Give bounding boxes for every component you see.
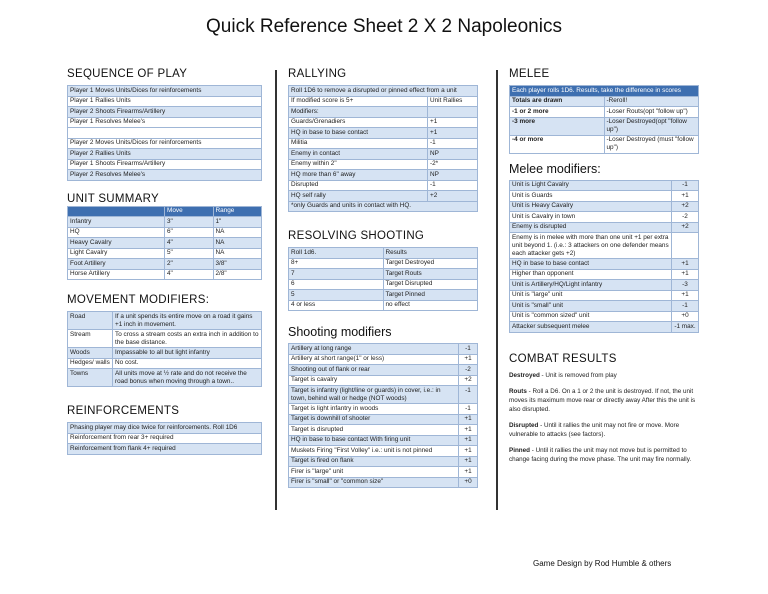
melee-table <box>509 85 699 154</box>
reinforcement-row <box>68 423 262 434</box>
unit-row <box>68 269 262 280</box>
table-cell: -1 max. <box>672 322 699 333</box>
melee-modifier-row <box>510 233 699 259</box>
table-cell: +1 <box>459 456 478 467</box>
table-cell: Modifiers: <box>289 107 428 118</box>
table-cell: +2 <box>428 191 478 202</box>
movement-heading: MOVEMENT MODIFIERS: <box>67 294 210 306</box>
melee-section <box>509 68 699 154</box>
table-cell: Towns <box>68 369 113 387</box>
table-cell: -1 <box>428 180 478 191</box>
table-cell: Target is downhill of shooter <box>289 414 459 425</box>
shooting-heading: Shooting modifiers <box>288 325 392 339</box>
table-cell: -Reroll! <box>604 96 699 107</box>
table-cell: +1 <box>672 290 699 301</box>
combat-result-term: Disrupted <box>509 421 539 429</box>
rallying-row <box>289 117 478 128</box>
column-left <box>67 68 262 469</box>
table-cell: Muskets Firing "First Volley" i.e.: unit is not pinned <box>289 446 459 457</box>
shooting-row <box>289 435 478 446</box>
divider-right <box>496 70 498 510</box>
table-cell: Impassable to all but light infantry <box>113 348 262 359</box>
rallying-modifiers-label <box>289 107 478 118</box>
column-middle <box>288 68 478 502</box>
resolving-row <box>289 258 478 269</box>
melee-modifier-row <box>510 201 699 212</box>
resolving-row <box>289 269 478 280</box>
shooting-row <box>289 354 478 365</box>
table-cell: +2 <box>672 222 699 233</box>
resolving-row <box>289 279 478 290</box>
table-cell: +1 <box>428 128 478 139</box>
table-cell: -1 <box>459 404 478 415</box>
table-cell: Player 1 Rallies Units <box>68 96 262 107</box>
table-cell: -2* <box>428 159 478 170</box>
table-cell: Foot Artillery <box>68 259 165 270</box>
rallying-intro-row <box>289 86 478 97</box>
melee-row <box>510 117 699 135</box>
table-cell: Disrupted <box>289 180 428 191</box>
table-cell: NA <box>213 227 262 238</box>
table-cell: Enemy is in melee with more than one unit +1 per extra unit beyond 1. (i.e.: 3 attackers on one defender means each attacker gets +2) <box>510 233 672 259</box>
table-cell: Phasing player may dice twice for reinforcements. Roll 1D6 <box>68 423 262 434</box>
resolving-row <box>289 290 478 301</box>
rallying-row <box>289 138 478 149</box>
reinforcement-row <box>68 433 262 444</box>
table-cell: Unit is Guards <box>510 191 672 202</box>
table-cell: Enemy is disrupted <box>510 222 672 233</box>
reinforcement-row <box>68 444 262 455</box>
table-cell: Player 2 Shoots Firearms/Artillery <box>68 107 262 118</box>
table-cell: Horse Artillery <box>68 269 165 280</box>
rallying-row <box>289 149 478 160</box>
sequence-table <box>67 85 262 181</box>
combat-result-item <box>509 387 699 414</box>
table-cell <box>68 206 165 217</box>
melee-modifier-row <box>510 259 699 270</box>
table-cell: Reinforcement from flank 4+ required <box>68 444 262 455</box>
table-cell: +1 <box>459 446 478 457</box>
table-cell: Artillery at short range(1" or less) <box>289 354 459 365</box>
sequence-row <box>68 138 262 149</box>
melee-row <box>510 135 699 153</box>
table-cell: Player 2 Resolves Melee's <box>68 170 262 181</box>
sequence-row <box>68 128 262 139</box>
resolving-table <box>288 247 478 311</box>
table-cell: Target Destroyed <box>383 258 478 269</box>
melee-modifier-row <box>510 290 699 301</box>
table-cell: To cross a stream costs an extra inch in addition to the base distance. <box>113 330 262 348</box>
table-cell: Road <box>68 312 113 330</box>
combat-result-item <box>509 421 699 439</box>
table-cell: Target is disrupted <box>289 425 459 436</box>
unit-row <box>68 238 262 249</box>
shooting-row <box>289 375 478 386</box>
unit-row <box>68 259 262 270</box>
table-cell: 2" <box>165 259 214 270</box>
combat-result-text: - Until it rallies the unit may not move but is permitted to change facing during the move phase. The unit may fire normally. <box>509 446 692 463</box>
combat-result-term: Routs <box>509 387 527 395</box>
table-cell: Infantry <box>68 217 165 228</box>
table-cell: Enemy within 2" <box>289 159 428 170</box>
table-cell: -2 <box>459 365 478 376</box>
table-cell: Player 1 Resolves Melee's <box>68 117 262 128</box>
melee-modifiers-heading: Melee modifiers: <box>509 161 601 176</box>
footer-credit: Game Design by Rod Humble & others <box>533 559 672 568</box>
melee-modifier-row <box>510 212 699 223</box>
movement-table <box>67 311 262 387</box>
page-title: Quick Reference Sheet 2 X 2 Napoleonics <box>206 16 562 37</box>
table-cell: Unit is Cavalry in town <box>510 212 672 223</box>
table-cell: 5" <box>165 248 214 259</box>
rallying-row <box>289 180 478 191</box>
reinforcements-table <box>67 422 262 455</box>
table-cell: Firer is "large" unit <box>289 467 459 478</box>
reinforcements-section <box>67 405 262 455</box>
resolving-section <box>288 230 478 311</box>
table-cell: +1 <box>459 414 478 425</box>
rallying-row <box>289 170 478 181</box>
table-cell: HQ <box>68 227 165 238</box>
table-cell: -4 or more <box>510 135 605 153</box>
shooting-row <box>289 344 478 355</box>
table-cell <box>68 128 262 139</box>
shooting-table <box>288 343 478 488</box>
combat-result-text: - Unit is removed from play <box>539 371 617 379</box>
table-cell: Unit is "large" unit <box>510 290 672 301</box>
table-cell: Totals are drawn <box>510 96 605 107</box>
rallying-heading: RALLYING <box>288 68 347 80</box>
table-cell: Artillery at long range <box>289 344 459 355</box>
sequence-row <box>68 117 262 128</box>
movement-row <box>68 348 262 359</box>
table-cell: Shooting out of flank or rear <box>289 365 459 376</box>
table-cell <box>672 233 699 259</box>
table-cell: -1 or 2 more <box>510 107 605 118</box>
melee-modifier-row <box>510 301 699 312</box>
shooting-section <box>288 325 478 488</box>
divider-left <box>275 70 277 510</box>
shooting-row <box>289 456 478 467</box>
sequence-row <box>68 107 262 118</box>
table-cell: 2/8" <box>213 269 262 280</box>
table-cell: Player 2 Rallies Units <box>68 149 262 160</box>
shooting-row <box>289 386 478 404</box>
table-cell: Move <box>165 206 214 217</box>
sequence-row <box>68 159 262 170</box>
table-cell: +1 <box>672 259 699 270</box>
table-cell: Attacker subsequent melee <box>510 322 672 333</box>
table-cell: Militia <box>289 138 428 149</box>
melee-modifier-row <box>510 311 699 322</box>
table-cell: Roll 1d6. <box>289 248 384 259</box>
table-cell: Higher than opponent <box>510 269 672 280</box>
rallying-row <box>289 191 478 202</box>
shooting-row <box>289 467 478 478</box>
table-cell: Target is infantry (light/line or guards) in cover, i.e.: in town, behind wall or hedge (NOT woods) <box>289 386 459 404</box>
rallying-table <box>288 85 478 212</box>
table-cell: -1 <box>459 386 478 404</box>
table-cell: +0 <box>672 311 699 322</box>
table-cell: 7 <box>289 269 384 280</box>
movement-row <box>68 312 262 330</box>
table-cell: Unit is "common sized" unit <box>510 311 672 322</box>
shooting-row <box>289 425 478 436</box>
table-cell: Unit is "small" unit <box>510 301 672 312</box>
table-cell: Range <box>213 206 262 217</box>
unit-row <box>68 227 262 238</box>
table-cell <box>428 107 478 118</box>
sequence-section <box>67 68 262 181</box>
table-cell: HQ in base to base contact With firing unit <box>289 435 459 446</box>
table-cell: 3" <box>165 217 214 228</box>
resolving-heading: RESOLVING SHOOTING <box>288 230 425 242</box>
table-cell: -1 <box>672 180 699 191</box>
table-cell: +2 <box>672 201 699 212</box>
table-cell: HQ more than 6" away <box>289 170 428 181</box>
unit-summary-table <box>67 206 262 281</box>
table-cell: If modified score is 5+ <box>289 96 428 107</box>
table-cell: Target is fired on flank <box>289 456 459 467</box>
table-cell: Heavy Cavalry <box>68 238 165 249</box>
combat-result-item <box>509 371 699 380</box>
rallying-row <box>289 128 478 139</box>
melee-row <box>510 96 699 107</box>
sequence-row <box>68 170 262 181</box>
table-cell: Player 1 Moves Units/Dices for reinforcements <box>68 86 262 97</box>
combat-result-term: Destroyed <box>509 371 540 379</box>
resolving-header-row <box>289 248 478 259</box>
movement-section <box>67 294 262 387</box>
table-cell: -1 <box>428 138 478 149</box>
table-cell: -1 <box>459 344 478 355</box>
unit-summary-section <box>67 193 262 281</box>
melee-intro: Each player rolls 1D6. Results, take the difference in scores <box>510 86 699 97</box>
rallying-intro: Roll 1D6 to remove a disrupted or pinned effect from a unit <box>289 86 478 97</box>
reinforcements-heading: REINFORCEMENTS <box>67 405 180 417</box>
table-cell: +1 <box>459 435 478 446</box>
table-cell: Hedges/ walls <box>68 358 113 369</box>
combat-heading: COMBAT RESULTS <box>509 352 617 365</box>
table-cell: HQ in base to base contact <box>510 259 672 270</box>
rallying-header-row <box>289 96 478 107</box>
table-cell: HQ in base to base contact <box>289 128 428 139</box>
table-cell: -Loser Routs(opt "follow up") <box>604 107 699 118</box>
table-cell: -3 <box>672 280 699 291</box>
table-cell: Target is light infantry in woods <box>289 404 459 415</box>
rallying-note-row <box>289 201 478 212</box>
table-cell: -1 <box>672 301 699 312</box>
melee-modifier-row <box>510 322 699 333</box>
table-cell: All units move at ½ rate and do not receive the road bonus when moving through a town.. <box>113 369 262 387</box>
table-cell: +2 <box>459 375 478 386</box>
melee-modifier-row <box>510 180 699 191</box>
melee-row <box>510 107 699 118</box>
table-cell: Unit is Artillery/HQ/Light infantry <box>510 280 672 291</box>
table-cell: -Loser Destroyed (must "follow up") <box>604 135 699 153</box>
sequence-row <box>68 96 262 107</box>
rallying-section <box>288 68 478 212</box>
shooting-row <box>289 446 478 457</box>
table-cell: No cost. <box>113 358 262 369</box>
table-cell: Unit is Heavy Cavalry <box>510 201 672 212</box>
unit-summary-header <box>68 206 262 217</box>
melee-modifiers-section <box>509 162 699 333</box>
table-cell: NP <box>428 170 478 181</box>
rallying-note: *only Guards and units in contact with HQ. <box>289 201 478 212</box>
table-cell: HQ self rally <box>289 191 428 202</box>
table-cell: NA <box>213 248 262 259</box>
table-cell: no effect <box>383 300 478 311</box>
table-cell: Player 1 Shoots Firearms/Artillery <box>68 159 262 170</box>
table-cell: +1 <box>672 269 699 280</box>
melee-modifier-row <box>510 222 699 233</box>
table-cell: Target Disrupted <box>383 279 478 290</box>
table-cell: +1 <box>459 425 478 436</box>
table-cell: Firer is "small" or "common size" <box>289 477 459 488</box>
table-cell: Light Cavalry <box>68 248 165 259</box>
table-cell: -2 <box>672 212 699 223</box>
melee-modifier-row <box>510 191 699 202</box>
table-cell: Reinforcement from rear 3+ required <box>68 433 262 444</box>
movement-row <box>68 369 262 387</box>
table-cell: Guards/Grenadiers <box>289 117 428 128</box>
shooting-row <box>289 414 478 425</box>
table-cell: Player 2 Moves Units/Dices for reinforcements <box>68 138 262 149</box>
shooting-row <box>289 477 478 488</box>
combat-result-term: Pinned <box>509 446 530 454</box>
table-cell: Target Routs <box>383 269 478 280</box>
table-cell: +0 <box>459 477 478 488</box>
table-cell: Unit Rallies <box>428 96 478 107</box>
table-cell: 4" <box>165 269 214 280</box>
combat-result-item <box>509 446 699 464</box>
table-cell: 1" <box>213 217 262 228</box>
table-cell: 5 <box>289 290 384 301</box>
shooting-row <box>289 404 478 415</box>
table-cell: Enemy in contact <box>289 149 428 160</box>
table-cell: 3/8" <box>213 259 262 270</box>
table-cell: -Loser Destroyed(opt "follow up") <box>604 117 699 135</box>
table-cell: If a unit spends its entire move on a road it gains +1 inch in movement. <box>113 312 262 330</box>
movement-row <box>68 358 262 369</box>
table-cell: Target is cavalry <box>289 375 459 386</box>
table-cell: +1 <box>672 191 699 202</box>
table-cell: NA <box>213 238 262 249</box>
melee-modifier-row <box>510 269 699 280</box>
movement-row <box>68 330 262 348</box>
table-cell: 8+ <box>289 258 384 269</box>
table-cell: 6" <box>165 227 214 238</box>
unit-summary-heading: UNIT SUMMARY <box>67 192 159 205</box>
table-cell: NP <box>428 149 478 160</box>
table-cell: 4 or less <box>289 300 384 311</box>
column-right <box>509 68 699 478</box>
melee-modifiers-table <box>509 180 699 333</box>
table-cell: -3 more <box>510 117 605 135</box>
table-cell: Woods <box>68 348 113 359</box>
sequence-row <box>68 86 262 97</box>
table-cell: +1 <box>428 117 478 128</box>
table-cell: +1 <box>459 354 478 365</box>
combat-result-text: - Until it rallies the unit may not fire or move. More vulnerable to attacks (see factors). <box>509 421 680 438</box>
table-cell: Unit is Light Cavalry <box>510 180 672 191</box>
resolving-row <box>289 300 478 311</box>
table-cell: Results <box>383 248 478 259</box>
melee-heading: MELEE <box>509 68 550 80</box>
table-cell: +1 <box>459 467 478 478</box>
melee-modifier-row <box>510 280 699 291</box>
table-cell: 4" <box>165 238 214 249</box>
shooting-row <box>289 365 478 376</box>
combat-section <box>509 353 699 464</box>
combat-result-text: - Roll a D6. On a 1 or 2 the unit is destroyed. If not, the unit moves its maximum move rear or directly away After this the unit is also disrupted. <box>509 387 696 413</box>
unit-row <box>68 217 262 228</box>
table-cell: Target Pinned <box>383 290 478 301</box>
sequence-heading: SEQUENCE OF PLAY <box>67 68 188 80</box>
melee-intro-row <box>510 86 699 97</box>
unit-row <box>68 248 262 259</box>
sequence-row <box>68 149 262 160</box>
rallying-row <box>289 159 478 170</box>
table-cell: Stream <box>68 330 113 348</box>
table-cell: 6 <box>289 279 384 290</box>
